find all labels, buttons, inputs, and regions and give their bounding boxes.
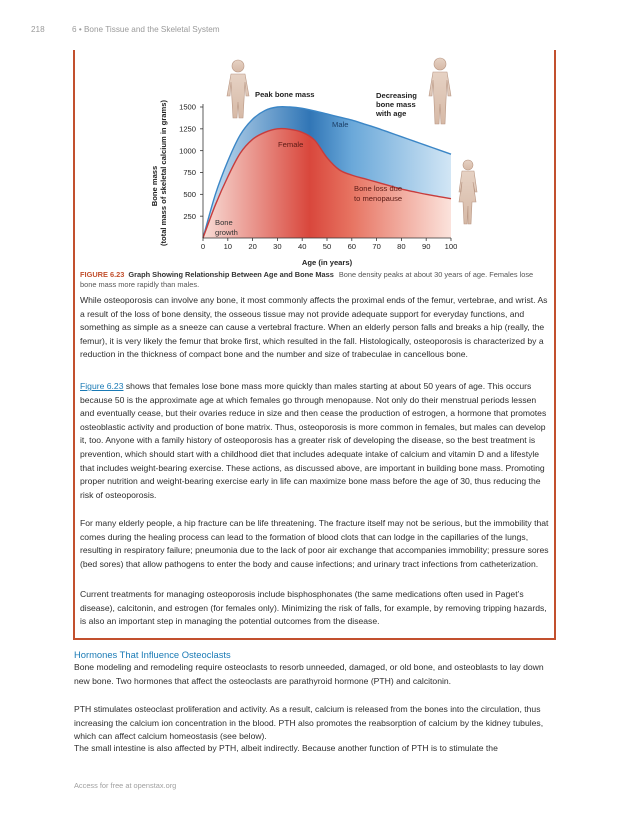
annotation-decreasing-1: Decreasing xyxy=(376,91,417,100)
x-tick-label: 40 xyxy=(297,242,307,251)
page-number: 218 xyxy=(31,25,45,34)
y-tick-label: 250 xyxy=(183,211,196,221)
page-footer: Access for free at openstax.org xyxy=(74,781,177,790)
x-tick-label: 80 xyxy=(397,242,406,251)
x-tick-label: 60 xyxy=(347,242,357,251)
x-tick-label: 90 xyxy=(421,242,431,251)
y-axis-title-line2: (total mass of skeletal calcium in grams) xyxy=(159,99,168,247)
x-tick-label: 10 xyxy=(223,242,233,251)
figure-6-23-link[interactable]: Figure 6.23 xyxy=(80,381,124,391)
paragraph-hip-fracture: For many elderly people, a hip fracture can be life threatening. The fracture itself may not be serious, but the immobility that comes during the healing process can lead to the formation of blood clots that can lodge in the capillaries of the lungs, resulting in respiratory failure; pneumonia due to the lack of poor air exchange that accompanies immobility; pressure sores (bed sores) that allow pathogens to enter the body and cause infections; and urinary tract infections from catheterization. xyxy=(80,518,549,569)
figure-caption xyxy=(80,270,550,290)
paragraph-osteoporosis: While osteoporosis can involve any bone, it most commonly affects the proximal ends of the femur, vertebrae, and wrist. As a result of the loss of bone density, the osseous tissue may not provide adequate support for everyday functions, and something as simple as a sneeze can cause a vertebral fracture. When an elderly person falls and breaks a hip (really, the femur), it is very likely the femur that broke first, which resulted in the fall. Histologically, osteoporosis is characterized by a reduction in the thickness of compact bone and the number and size of trabeculae in cancellous bone. xyxy=(80,295,548,360)
paragraph-pth: PTH stimulates osteoclast proliferation and activity. As a result, calcium is released from the bones into the circulation, thus increasing the calcium ion concentration in the blood. PTH also promotes the reabsorption of calcium by the kidney tubules, which can affect calcium homeostasis (see below). xyxy=(74,704,544,742)
annotation-female: Female xyxy=(278,140,304,149)
x-tick-label: 100 xyxy=(444,242,458,251)
annotation-peak: Peak bone mass xyxy=(255,90,315,99)
y-axis-title-line1: Bone mass xyxy=(150,165,159,207)
section-heading: Hormones That Influence Osteoclasts xyxy=(74,649,231,660)
y-tick-label: 1500 xyxy=(179,102,196,112)
page-header xyxy=(31,25,599,39)
paragraph-small-intestine: The small intestine is also affected by PTH, albeit indirectly. Because another function of PTH is to stimulate the xyxy=(74,743,498,753)
y-tick-label: 750 xyxy=(183,168,196,178)
annotation-growth-1: Bone xyxy=(215,218,233,227)
paragraph-remodeling: Bone modeling and remodeling require osteoclasts to resorb unneeded, damaged, or old bone, and osteoblasts to lay down new bone. Two hormones that affect the osteoclasts are parathyroid hormone (PTH) and calcitonin. xyxy=(74,662,544,686)
x-tick-label: 30 xyxy=(273,242,282,251)
x-tick-label: 70 xyxy=(372,242,381,251)
figure-label: FIGURE 6.23 xyxy=(80,270,125,279)
y-tick-label: 1250 xyxy=(179,124,196,134)
y-tick-label: 500 xyxy=(183,189,196,199)
x-axis-title: Age (in years) xyxy=(301,258,353,267)
figure-6-23 xyxy=(73,52,556,270)
paragraph-menopause xyxy=(80,380,550,502)
annotation-male: Male xyxy=(332,120,349,129)
figure-title: Graph Showing Relationship Between Age and Bone Mass xyxy=(128,270,334,279)
annotation-menopause-2: to menopause xyxy=(354,194,403,203)
x-tick-label: 20 xyxy=(248,242,257,251)
y-tick-label: 1000 xyxy=(179,146,196,156)
annotation-decreasing-2: bone mass xyxy=(376,100,416,109)
chapter-title: 6 • Bone Tissue and the Skeletal System xyxy=(72,25,220,34)
paragraph-treatments: Current treatments for managing osteoporosis include bisphosphonates (the same medications often used in Paget’s disease), calcitonin, and estrogen (for females only). Minimizing the risk of falls, for example, by removing tripping hazards, is also an important step in managing the potential outcomes from the disease. xyxy=(80,589,547,627)
x-tick-label: 0 xyxy=(200,242,206,251)
bone-mass-chart xyxy=(73,52,556,270)
female-elderly-figure-icon xyxy=(459,160,477,224)
paragraph-menopause-text: shows that females lose bone mass more quickly than males starting at about 50 years of age. This occurs because 50 is the approximate age at which females go through menopause. Not only do their menstrual periods lessen and eventually cease, but their ovaries reduce in size and then cease the production of estrogen, a hormone that promotes osteoblastic activity and production of bone matrix. Thus, osteoporosis is more common in females, but males can develop it, too. Anyone with a family history of osteoporosis has a greater risk of developing the disease, so the best treatment is prevention, which should start with a childhood diet that includes adequate intake of calcium and vitamin D and a lifestyle that includes weight-bearing exercise. These actions, as discussed above, are important in building bone mass. Promoting proper nutrition and weight-bearing exercise early in life can maximize bone mass before the age of 30, thus reducing the risk of osteoporosis. xyxy=(80,381,547,500)
male-elderly-figure-icon xyxy=(429,58,451,124)
figure-caption-text: Bone density peaks at about 30 years of age. Females lose bone mass more rapidly than males. xyxy=(80,270,534,289)
male-peak-figure-icon xyxy=(227,60,249,118)
x-tick-label: 50 xyxy=(322,242,332,251)
annotation-decreasing-3: with age xyxy=(376,109,407,118)
annotation-menopause-1: Bone loss due xyxy=(354,184,403,193)
annotation-growth-2: growth xyxy=(215,228,238,237)
